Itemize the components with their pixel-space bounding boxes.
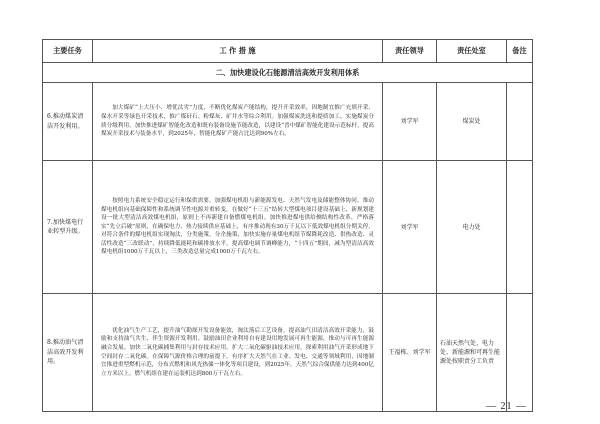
header-measures: 工 作 措 施	[93, 40, 383, 63]
header-note: 备注	[507, 40, 533, 63]
table-row	[43, 83, 533, 161]
row-leader: 王福栋、刘学军	[383, 294, 437, 412]
row-task: 6.推动煤炭清洁开发利用。	[43, 83, 93, 161]
row-office: 煤炭处	[437, 83, 507, 161]
header-task: 主要任务	[43, 40, 93, 63]
header-leader: 责任领导	[383, 40, 437, 63]
row-task: 8.推动油气清洁高效开发利用。	[43, 294, 93, 412]
row-note	[507, 83, 533, 161]
row-task: 7.加快煤电行业转型升级。	[43, 161, 93, 294]
row-measures: 优化油气生产工艺，提升油气勘探开发设备能效，淘汰落后工艺设备，提高油气田清洁高效开采能力，鼓励和支持油气共生、伴生资源开发利用。鼓励油田企业利用自有建设用地发展可再生能源，推动与可再生能源融合发展。加快二氧化碳捕集利用与封存技术应用，扩大二氧化碳驱油技术应用，探索利用油气开采形成地下空间封存二氧化碳。在保障气源价格合理的前提下，有序扩大天然气在工业、发电、交通等领域利用，因地制宜推进重型燃机示范，分布式燃机和风光热储一体化等项目建设，到2025年，天然气综合保供能力达到400亿立方米以上，燃气机组在建在运装机达到800万千瓦左右。	[93, 294, 383, 412]
row-leader: 刘学军	[383, 161, 437, 294]
row-office: 石油天然气处、电力处、新能源和可再生能源处按职责分工负责	[437, 294, 507, 412]
row-leader: 刘学军	[383, 83, 437, 161]
row-note	[507, 294, 533, 412]
row-measures: 按照电力系统安全稳定运行和保供需要，加强煤电机组与新能源发电、天然气发电及储能整体协同。推动煤电机组向基础保障性和系统调节性电源并重转变，在做好“十三五”结转大型煤电项目建设基础上，新规划建设一批大型清洁高效煤电机组，原则上不再新建自备燃煤电机组。加快推进煤电供给侧结构性改革，严格落实“先立后破”原则，在确保电力、热力接续供应基础上，有序推动现有30万千瓦以下低效煤电机组分期关停，对符合条件的煤电机组实现淘汰，分类施策，分企施策，加快实施存量煤电机组节煤降耗改造、供热改造、灵活性改造“三改联动”，持续降低能耗和碳排放水平，提高煤电调节调峰能力，“十四五”期间，减为型清洁高效煤电机组1000万千瓦以上，三类改造总量完成1000万千瓦左右。	[93, 161, 383, 294]
row-office: 电力处	[437, 161, 507, 294]
page-number: — 21 —	[486, 401, 527, 412]
section-row	[43, 63, 533, 83]
work-measures-table	[42, 39, 533, 412]
table-row	[43, 294, 533, 412]
table-row	[43, 161, 533, 294]
section-title: 二、加快建设化石能源清洁高效开发利用体系	[43, 63, 533, 83]
table-header-row	[43, 40, 533, 63]
row-measures: 加大煤矿“上大压小、增优汰劣”力度，不断优化煤炭产能结构，提升开采效率，因地制宜推广充填开采、保水开采等绿色开采技术，推广煤矸石、粉煤灰、矿井水等综合利用。加强煤炭洗选和提质加工，实施煤炭分质分级利用。加快推进煤矿智能化改造和既有装备设施节能改造，以建设“晋中煤矿智能化建设示范标杆，提高煤炭开采技术与装备水平，到2025年，智能化煤矿产能占比达到90%左右。	[93, 83, 383, 161]
row-note	[507, 161, 533, 294]
header-office: 责任处室	[437, 40, 507, 63]
